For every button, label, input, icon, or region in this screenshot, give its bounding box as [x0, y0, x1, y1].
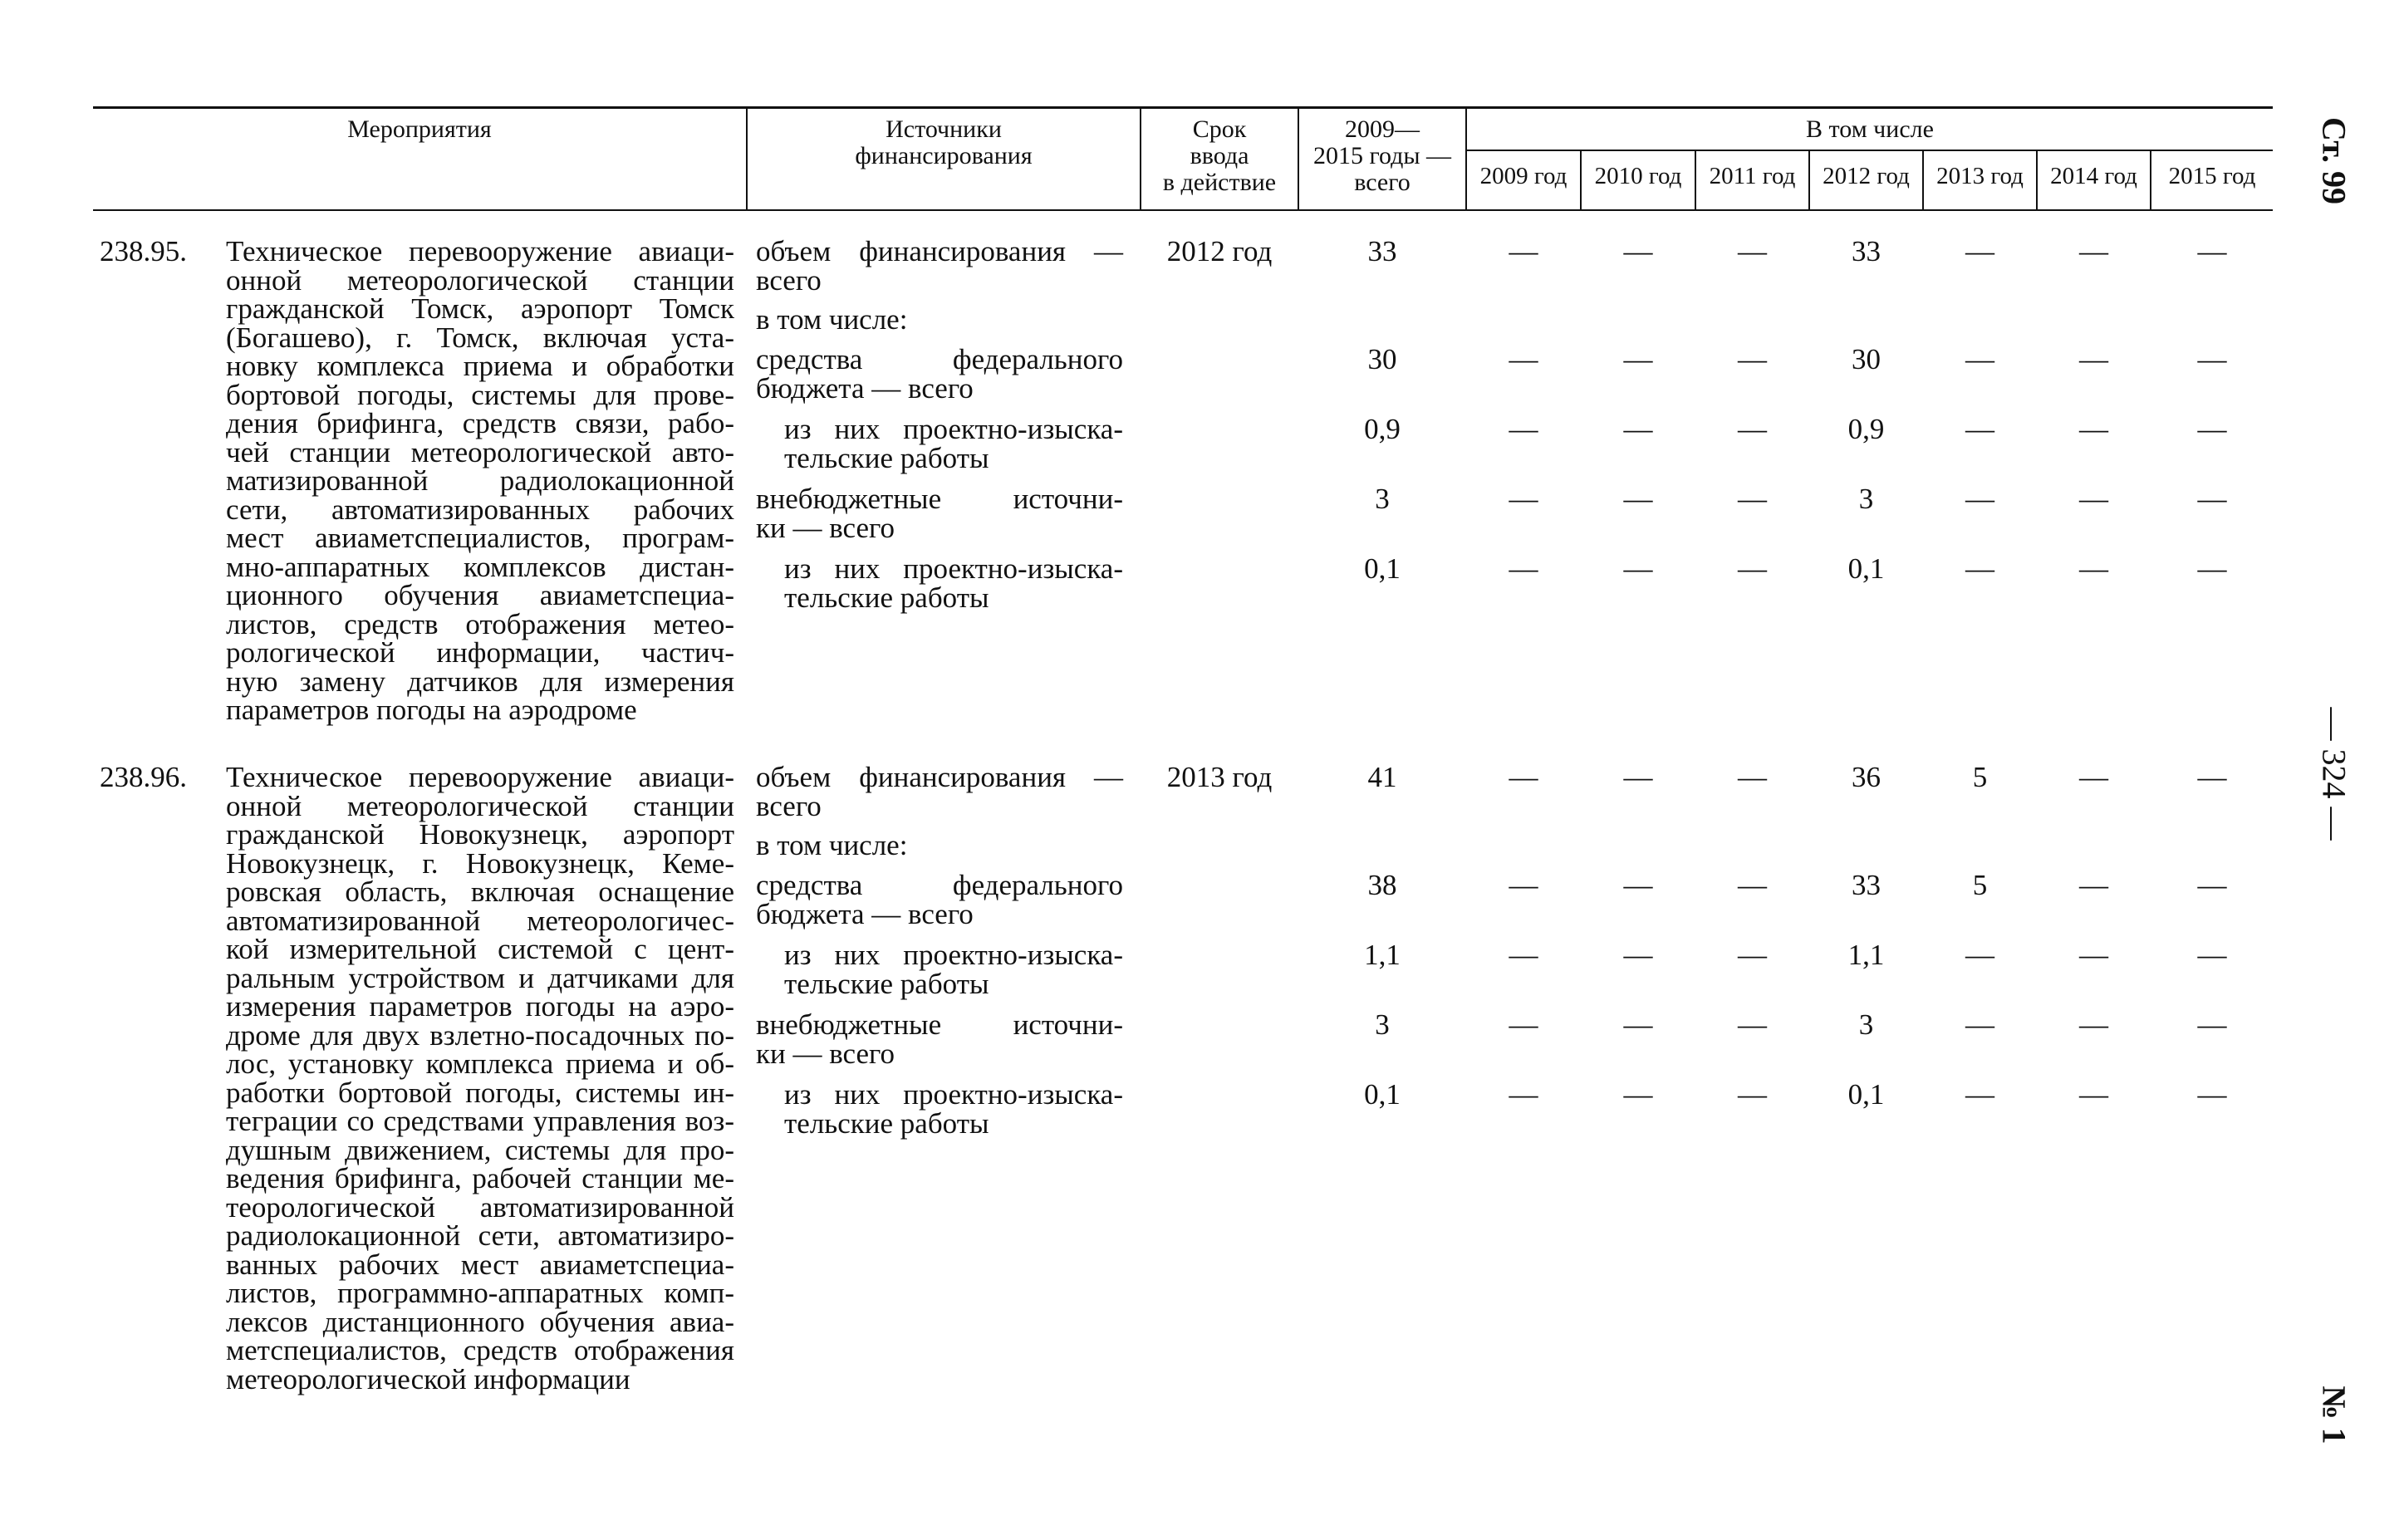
year-value: — — [2197, 413, 2227, 445]
description-line: онной метеорологической станции — [226, 263, 734, 297]
description-line: параметров погоды на аэродроме — [226, 694, 637, 726]
year-value: — — [2197, 552, 2227, 585]
header-including: В том числе — [1806, 115, 1934, 143]
page-number: — 324 — — [2315, 707, 2353, 841]
description-line: ванных рабочих мест авиаметспециа- — [226, 1248, 734, 1281]
year-value: — — [1738, 1078, 1767, 1111]
year-value: — — [1623, 413, 1653, 445]
header-term: Срок ввода в действие — [1162, 115, 1277, 196]
year-value: — — [1623, 939, 1653, 971]
total-value: 38 — [1367, 869, 1397, 901]
year-value: — — [2197, 1078, 2227, 1111]
description-line: матизированной радиолокационной — [226, 464, 734, 497]
description-line: дения брифинга, средств связи, рабо- — [226, 407, 734, 439]
header-year: 2009 год — [1479, 163, 1568, 189]
year-value: — — [2079, 235, 2108, 267]
total-value: 0,9 — [1364, 413, 1401, 445]
year-value: — — [2197, 1008, 2227, 1041]
year-value: — — [1623, 1008, 1653, 1041]
total-value: 30 — [1367, 343, 1397, 375]
issue-number: № 1 — [2315, 1386, 2353, 1444]
header-sources: Источники финансирования — [855, 115, 1033, 169]
source-label: внебюджетные источни- — [756, 483, 1123, 515]
total-value: 33 — [1367, 235, 1397, 267]
year-value: — — [1623, 343, 1653, 375]
year-value: 33 — [1852, 235, 1881, 267]
entry-description — [226, 235, 734, 726]
description-line: теграции со средствами управления воз- — [226, 1105, 734, 1137]
entry-term: 2012 год — [1166, 235, 1273, 267]
source-label: средства федерального — [756, 869, 1123, 901]
description-line: ную замену датчиков для измерения — [226, 665, 734, 698]
description-line: бортовой погоды, системы для прове- — [226, 378, 734, 411]
description-line: онной метеорологической станции — [226, 789, 734, 822]
description-line: ционного обучения авиаметспециа- — [226, 579, 734, 611]
description-line: рологической информации, частич- — [226, 636, 734, 669]
year-value: — — [1738, 869, 1767, 901]
description-line: автоматизированной метеорологичес- — [226, 904, 734, 937]
source-label: из них проектно-изыска- — [784, 939, 1123, 971]
description-line: гражданской Томск, аэропорт Томск — [226, 292, 734, 325]
description-line: лос, установку комплекса приема и об- — [226, 1047, 734, 1080]
year-value: — — [1738, 1008, 1767, 1041]
year-value: — — [1509, 1078, 1538, 1111]
description-line: ральным устройством и датчиками для — [226, 961, 734, 994]
year-value: — — [1509, 1008, 1538, 1041]
year-value: 1,1 — [1847, 939, 1885, 971]
entry-description — [226, 763, 734, 1394]
source-label-cont: всего — [756, 790, 822, 822]
source-label-cont: ки — всего — [756, 1037, 895, 1070]
year-value: — — [1509, 413, 1538, 445]
year-value: — — [2197, 761, 2227, 793]
total-value: 3 — [1375, 483, 1390, 515]
year-value: 0,1 — [1847, 1078, 1885, 1111]
year-value: — — [1738, 761, 1767, 793]
year-value: — — [1623, 761, 1653, 793]
year-value: — — [2197, 939, 2227, 971]
source-label: из них проектно-изыска- — [784, 1078, 1123, 1111]
year-value: — — [2079, 761, 2108, 793]
year-value: — — [1509, 869, 1538, 901]
year-value: — — [2197, 343, 2227, 375]
year-value: — — [1509, 761, 1538, 793]
description-line: кой измерительной системой с цент- — [226, 933, 734, 965]
source-label-cont: ки — всего — [756, 512, 895, 544]
year-value: 3 — [1858, 483, 1874, 515]
year-value: — — [2079, 1078, 2108, 1111]
source-label-cont: тельские работы — [784, 581, 989, 614]
year-value: — — [1738, 939, 1767, 971]
source-label: из них проектно-изыска- — [784, 552, 1123, 585]
source-label: в том числе: — [756, 303, 908, 336]
description-line: измерения параметров погоды на аэро- — [226, 990, 734, 1023]
description-line: Новокузнецк, г. Новокузнецк, Кеме- — [226, 846, 734, 880]
article-label: Ст. 99 — [2315, 117, 2353, 204]
source-label: в том числе: — [756, 829, 908, 861]
source-label: средства федерального — [756, 343, 1123, 375]
year-value: — — [2197, 235, 2227, 267]
year-value: 30 — [1852, 343, 1881, 375]
year-value: — — [1738, 552, 1767, 585]
header-year: 2014 год — [2050, 163, 2137, 189]
source-label: объем финансирования — — [756, 761, 1123, 793]
year-value: 33 — [1852, 869, 1881, 901]
description-line: теорологической автоматизированной — [226, 1190, 734, 1224]
year-value: — — [1965, 1078, 1994, 1111]
source-label-cont: всего — [756, 264, 822, 297]
description-line: гражданской Новокузнецк, аэропорт — [226, 818, 734, 851]
year-value: 5 — [1972, 761, 1988, 793]
entry-number: 238.95. — [100, 235, 187, 267]
header-year: 2015 год — [2168, 163, 2256, 189]
description-line: метспециалистов, средств отображения — [226, 1334, 734, 1366]
year-value: — — [1965, 235, 1994, 267]
year-value: 5 — [1972, 869, 1988, 901]
source-label-cont: бюджета — всего — [756, 372, 974, 405]
year-value: 36 — [1852, 761, 1881, 793]
year-value: 3 — [1858, 1008, 1874, 1041]
year-value: — — [1509, 483, 1538, 515]
table-top-rule — [93, 106, 2273, 109]
total-value: 1,1 — [1364, 939, 1401, 971]
year-value: — — [1738, 343, 1767, 375]
description-line: чей станции метеорологической авто- — [226, 435, 734, 468]
year-value: — — [2079, 413, 2108, 445]
source-label-cont: тельские работы — [784, 1107, 989, 1140]
source-label-cont: тельские работы — [784, 968, 989, 1000]
year-value: — — [1965, 343, 1994, 375]
year-value: — — [2079, 483, 2108, 515]
description-line: листов, программно-аппаратных комп- — [226, 1277, 734, 1309]
source-label: внебюджетные источни- — [756, 1008, 1123, 1041]
year-value: — — [1738, 413, 1767, 445]
description-line: Техническое перевооружение авиаци- — [226, 761, 734, 793]
total-value: 41 — [1367, 761, 1397, 793]
year-value: — — [2197, 483, 2227, 515]
description-line: работки бортовой погоды, системы ин- — [226, 1076, 734, 1109]
year-value: — — [1965, 413, 1994, 445]
description-line: мно-аппаратных комплексов дистан- — [226, 550, 734, 583]
year-value: — — [1965, 552, 1994, 585]
year-value: — — [1965, 483, 1994, 515]
year-value: — — [1623, 869, 1653, 901]
header-measures: Мероприятия — [347, 115, 492, 143]
year-value: — — [2197, 869, 2227, 901]
description-line: лексов дистанционного обучения авиа- — [226, 1305, 734, 1338]
source-label: объем финансирования — — [756, 235, 1123, 267]
year-value: — — [1965, 1008, 1994, 1041]
table-header-bottom-rule — [93, 209, 2273, 211]
description-line: радиолокационной сети, автоматизиро- — [226, 1219, 734, 1252]
description-line: (Богашево), г. Томск, включая уста- — [226, 321, 734, 354]
description-line: ровская область, включая оснащение — [226, 875, 734, 908]
year-value: — — [1509, 552, 1538, 585]
year-value: — — [2079, 869, 2108, 901]
year-value: 0,9 — [1847, 413, 1885, 445]
year-value: — — [1623, 235, 1653, 267]
year-value: 0,1 — [1847, 552, 1885, 585]
year-value: — — [1509, 235, 1538, 267]
year-value: — — [1509, 343, 1538, 375]
year-value: — — [2079, 343, 2108, 375]
year-value: — — [1965, 939, 1994, 971]
header-year: 2012 год — [1823, 163, 1910, 189]
description-line: листов, средств отображения метео- — [226, 607, 734, 640]
description-line: мест авиаметспециалистов, програм- — [226, 522, 734, 554]
header-total: 2009— 2015 годы — всего — [1312, 115, 1452, 196]
total-value: 3 — [1375, 1008, 1390, 1041]
header-year: 2011 год — [1709, 163, 1796, 189]
description-line: метеорологической информации — [226, 1362, 630, 1395]
year-value: — — [2079, 1008, 2108, 1041]
entry-number: 238.96. — [100, 761, 187, 793]
year-value: — — [1623, 483, 1653, 515]
description-line: дроме для двух взлетно-посадочных по- — [226, 1018, 734, 1052]
year-value: — — [1738, 235, 1767, 267]
source-label-cont: тельские работы — [784, 442, 989, 474]
description-line: душным движением, системы для про- — [226, 1133, 734, 1166]
entry-term: 2013 год — [1166, 761, 1273, 793]
description-line: Техническое перевооружение авиаци- — [226, 235, 734, 267]
year-value: — — [1738, 483, 1767, 515]
year-value: — — [2079, 939, 2108, 971]
year-value: — — [1623, 552, 1653, 585]
source-label-cont: бюджета — всего — [756, 898, 974, 930]
years-subheader-rule — [1467, 150, 2273, 151]
header-year: 2010 год — [1594, 163, 1682, 189]
year-value: — — [1623, 1078, 1653, 1111]
source-label: из них проектно-изыска- — [784, 413, 1123, 445]
total-value: 0,1 — [1364, 552, 1401, 585]
year-value: — — [1509, 939, 1538, 971]
description-line: сети, автоматизированных рабочих — [226, 493, 734, 526]
header-year: 2013 год — [1936, 163, 2024, 189]
description-line: новку комплекса приема и обработки — [226, 350, 734, 382]
description-line: ведения брифинга, рабочей станции ме- — [226, 1162, 734, 1194]
total-value: 0,1 — [1364, 1078, 1401, 1111]
year-value: — — [2079, 552, 2108, 585]
